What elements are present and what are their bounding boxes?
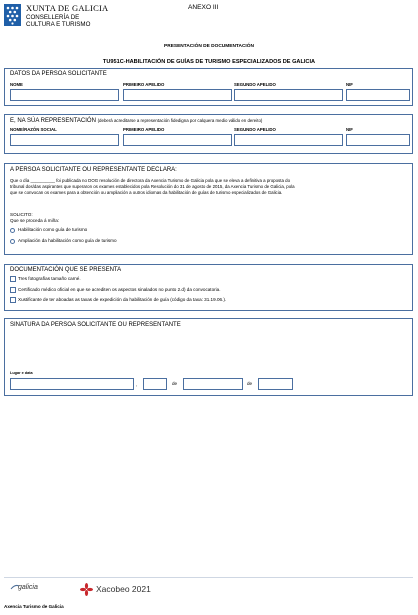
representative-surname1-input[interactable] — [123, 134, 232, 146]
representative-surname2-input[interactable] — [234, 134, 343, 146]
representative-title-note: (deberá acreditarse a representación fidedigna por calquera medio válido en dereito) — [97, 118, 263, 123]
representative-section — [4, 114, 413, 154]
galicia-logo-text: galicia — [18, 584, 38, 591]
representative-surname2-label: SEGUNDO APELIDO — [234, 127, 276, 132]
annex-label: ANEXO III — [188, 4, 219, 11]
applicant-section — [4, 68, 413, 106]
comma-separator: , — [136, 382, 138, 387]
xacobeo-emblem-icon — [80, 583, 93, 596]
doc-medical-label: Certificado médico oficial en que se acrediten os aspectos sinalados no punto 2.d) da convocatoria. — [18, 287, 221, 292]
representative-title — [10, 117, 262, 125]
declaration-line3: que se convocan os exames para a obtención ou ampliación a outros idiomas da habilitación de guías de turismo especializados de Galicia. — [10, 189, 283, 195]
applicant-surname1-input[interactable] — [123, 89, 232, 101]
representative-name-label: NOME/RAZÓN SOCIAL — [10, 127, 57, 132]
declaration-title: A PERSOA SOLICITANTE OU REPRESENTANTE DECLARA: — [10, 167, 177, 173]
signature-section — [4, 318, 413, 396]
doc-photos-label: Tres fotografías tamaño carné. — [18, 276, 81, 281]
place-date-label: Lugar e data — [10, 371, 33, 375]
xacobeo-logo-text: Xacobeo 2021 — [96, 584, 151, 594]
logo-dept-line2: CULTURA E TURISMO — [26, 21, 91, 28]
logo-name: XUNTA DE GALICIA — [26, 3, 109, 13]
applicant-nif-input[interactable] — [346, 89, 410, 101]
day-input[interactable] — [143, 378, 167, 390]
de-label-2: de — [247, 381, 253, 386]
xacobeo-logo — [80, 582, 160, 600]
applicant-surname1-label: PRIMEIRO APELIDO — [123, 82, 165, 87]
request-label: SOLICITO: — [10, 212, 33, 217]
document-title: PRESENTACIÓN DE DOCUMENTACIÓN — [164, 44, 254, 49]
option-extension-radio[interactable] — [10, 239, 15, 244]
doc-medical-checkbox[interactable] — [10, 287, 16, 293]
documentation-section — [4, 264, 413, 311]
option-habilitation-label: Habilitación como guía de turismo — [18, 227, 88, 232]
document-subtitle: TU951C-HABILITACIÓN DE GUÍAS DE TURISMO ESPECIALIZADOS DE GALICIA — [102, 59, 316, 65]
galicia-logo — [10, 583, 60, 597]
applicant-title: DATOS DA PERSOA SOLICITANTE — [10, 71, 107, 77]
doc-fees-checkbox[interactable] — [10, 297, 16, 303]
declaration-date-blank[interactable]: __________ — [30, 178, 55, 183]
year-input[interactable] — [258, 378, 293, 390]
representative-title-text: E, NA SÚA REPRESENTACIÓN — [10, 118, 96, 124]
applicant-nif-label: NIF — [346, 82, 353, 87]
de-label-1: de — [172, 381, 178, 386]
representative-nif-label: NIF — [346, 127, 353, 132]
footer-agency: Axencia Turismo de Galicia — [4, 604, 64, 609]
doc-photos-checkbox[interactable] — [10, 276, 16, 282]
applicant-name-label: NOME — [10, 82, 23, 87]
declaration-text — [10, 178, 410, 195]
declaration-prefix: Que o día — [10, 178, 30, 183]
signature-title: SINATURA DA PERSOA SOLICITANTE OU REPRESENTANTE — [10, 322, 181, 328]
place-input[interactable] — [10, 378, 134, 390]
documentation-title: DOCUMENTACIÓN QUE SE PRESENTA — [10, 267, 122, 273]
representative-name-input[interactable] — [10, 134, 119, 146]
option-habilitation-radio[interactable] — [10, 228, 15, 233]
request-sub: Que se proceda á miña: — [10, 218, 60, 223]
declaration-line2: tribunal dos/das aspirantes que superaron os exames establecidos pola Resolución do 31 de agosto de 2015, da Axencia Turismo de Galicia, pola — [10, 183, 295, 189]
month-input[interactable] — [183, 378, 243, 390]
logo-dept-line1: CONSELLERÍA DE — [26, 14, 80, 21]
representative-nif-input[interactable] — [346, 134, 410, 146]
xunta-logo — [4, 4, 144, 34]
declaration-section — [4, 163, 413, 255]
xunta-emblem-icon — [4, 4, 21, 26]
applicant-surname2-label: SEGUNDO APELIDO — [234, 82, 276, 87]
applicant-surname2-input[interactable] — [234, 89, 343, 101]
representative-surname1-label: PRIMEIRO APELIDO — [123, 127, 165, 132]
option-extension-label: Ampliación da habilitación como guía de turismo — [18, 238, 117, 243]
applicant-name-input[interactable] — [10, 89, 119, 101]
footer-divider — [4, 577, 413, 578]
declaration-line1-text: foi publicada no DOG resolución de directora da Axencia Turismo de Galicia pola que se eleva a definitiva a proposta do — [56, 178, 291, 183]
doc-fees-label: Xustificante de ter aboadas as taxas de expedición da habilitación de guía (código da taxa: 31.19.06.). — [18, 297, 227, 302]
